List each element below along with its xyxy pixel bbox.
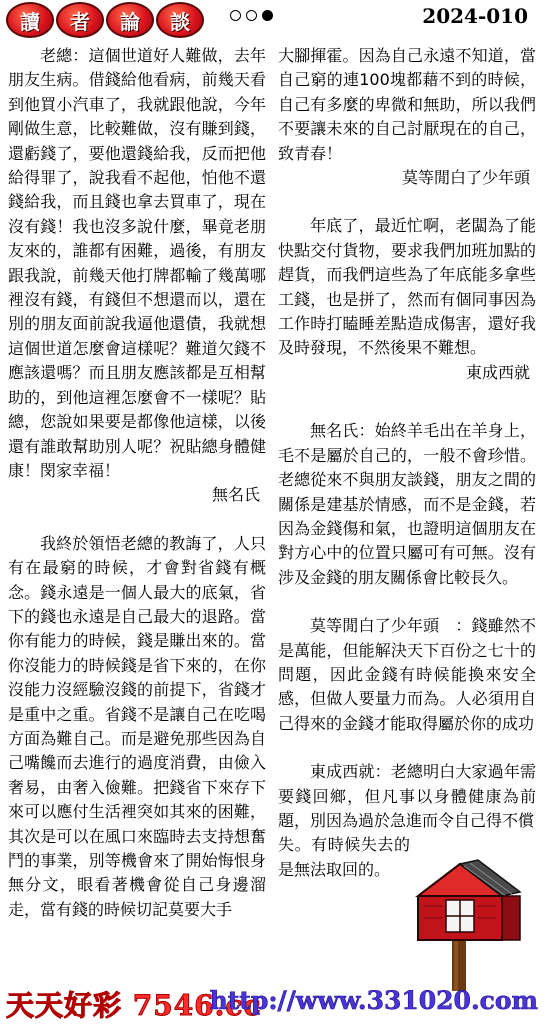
title-badge: 談 [156,2,204,38]
title-badge: 者 [56,2,104,38]
title-badge: 讀 [6,2,54,38]
letter-paragraph: 我終於領悟老總的教誨了，人只有在最窮的時候，才會對省錢有概念。錢永遠是一個人最大的底氣，省下的錢也永遠是自己最大的退路。當你有能力的時候，錢是賺出來的。當你沒能力的時候錢是省下來的，在你沒能力沒經驗沒錢的前提下，省錢才是重中之重。省錢不是讓自己在吃喝方面為難自己。而是避免那些因為自己嘴饞而去進行的過度消費，由儉入奢易，由奢入儉難。把錢省下來存下來可以應付生活裡突如其來的困難，其次是可以在風口來臨時去支持想奮鬥的事業，別等機會來了開始悔恨身無分文，眼看著機會從自己身邊溜走，當有錢的時候切記莫要大手 [8,533,266,919]
footer-brand: 天天好彩 7546.cc [6,989,262,1022]
left-column [8,44,266,922]
title-badge: 論 [106,2,154,38]
letter-paragraph: 年底了，最近忙啊，老闆為了能快點交付貨物，要求我們加班加點的趕貨，而我們這些為了年底能多拿些工錢，也是拼了，然而有個同事因為工作時打瞌睡差點造成傷害，還好我及時發現，不然後果不難想。 [278,216,536,358]
header [0,0,544,36]
reply-paragraph: 失。有時候失去的是無法取回的。 [278,835,410,879]
mailbox-icon [398,856,538,991]
dot-empty-icon [230,10,241,21]
reply-paragraph: 無名氏：始終羊毛出在羊身上，毛不是屬於自己的，一般不會珍惜。老總從來不與朋友談錢，朋友之間的關係是建基於情感，而不是金錢，若因為金錢傷和氣，也證明這個朋友在對方心中的位置只屬可有可無。沒有涉及金錢的朋友關係會比較長久。 [278,421,536,587]
reply-paragraph: 東成西就：老總明白大家過年需要錢回鄉，但凡事以身體健康為前題，別因為過於急進而令自己得不償 [278,762,536,830]
issue-number: 2024-010 [422,4,528,28]
dot-empty-icon [246,10,257,21]
column-title [6,2,204,38]
reply-paragraph: 莫等閒白了少年頭 ：錢雖然不是萬能，但能解決天下百份之七十的問題，因此金錢有時候能換來安全感，但做人要量力而為。人必須用自己得來的金錢才能取得屬於你的成功 [278,616,536,733]
footer-url[interactable]: http://www.331020.com [209,986,538,1015]
footer [0,984,544,1022]
page-indicator-dots [230,10,273,21]
right-column [278,44,536,882]
letter-paragraph: 大腳揮霍。因為自己永遠不知道，當自己窮的連100塊都藉不到的時候，自己有多麼的卑微和無助，所以我們不要讓未來的自己討厭現在的自己，致青春！ [278,46,536,163]
letter-paragraph: 老總：這個世道好人難做，去年朋友生病。借錢給他看病，前幾天看到他買小汽車了，我就跟他說，今年剛做生意，比較難做，沒有賺到錢，還虧錢了，要他還錢給我，反而把他給得罪了，說我看不起他，怕他不還錢給我，而且錢也拿去買車了，現在沒有錢！我也沒多說什麼，畢竟老朋友來的，誰都有困難，過後，有朋友跟我說，前幾天他打牌都輸了幾萬哪裡沒有錢，有錢但不想還而以，還在別的朋友面前說我逼他還債，我就想這個世道怎麼會這樣呢？難道欠錢不應該還嗎？而且朋友應該都是互相幫助的，到他這裡怎麼會不一樣呢？貼總，您說如果要是都像他這樣，以後還有誰敢幫助別人呢？祝貼總身體健康！閔家幸福！ [8,46,266,480]
signature: 東成西就 [465,362,530,382]
signature: 無名氏 [211,485,260,505]
dot-filled-icon [262,10,273,21]
signature: 莫等閒白了少年頭 [401,168,530,188]
